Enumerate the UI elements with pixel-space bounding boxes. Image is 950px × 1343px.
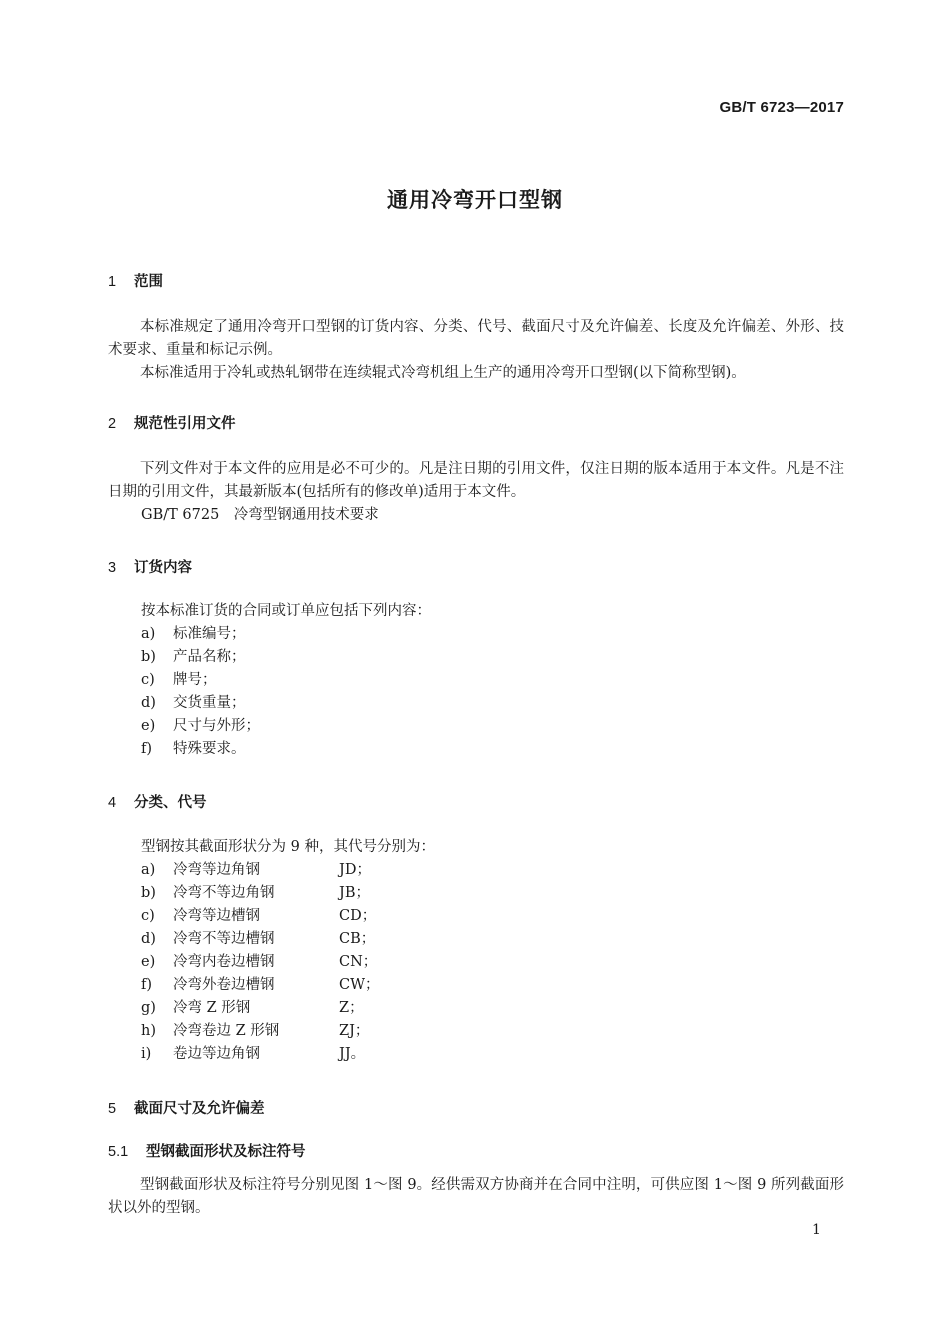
list-item: h) 冷弯卷边 Z 形钢 ZJ； [141, 1023, 370, 1039]
list-item: f) 冷弯外卷边槽钢 CW； [141, 977, 380, 993]
section-2-heading [108, 412, 236, 433]
list-item: f) 特殊要求。 [141, 741, 246, 757]
section-title: 订货内容 [134, 560, 192, 576]
section-5-1-heading [108, 1140, 306, 1161]
list-item: d) 冷弯不等边槽钢 CB； [141, 931, 376, 947]
section-1-paragraph-2: 本标准适用于冷轧或热轧钢带在连续辊式冷弯机组上生产的通用冷弯开口型钢(以下简称型钢)。 [140, 365, 746, 381]
section-number: 1 [108, 274, 117, 290]
list-item: a) 标准编号； [141, 626, 246, 642]
section-1-heading [108, 270, 163, 291]
section-3-heading [108, 556, 192, 577]
classification-list [141, 859, 380, 1066]
list-item: d) 交货重量； [141, 695, 246, 711]
normative-reference: GB/T 6725 冷弯型钢通用技术要求 [141, 507, 379, 523]
list-item: g) 冷弯 Z 形钢 Z； [141, 1000, 364, 1016]
section-4-heading [108, 791, 207, 812]
section-5-heading [108, 1097, 265, 1118]
section-3-intro: 按本标准订货的合同或订单应包括下列内容： [141, 603, 431, 619]
list-item: c) 冷弯等边槽钢 CD； [141, 908, 377, 924]
list-item: a) 冷弯等边角钢 JD； [141, 862, 371, 878]
list-item: i) 卷边等边角钢 JJ。 [141, 1046, 366, 1062]
section-title: 规范性引用文件 [134, 416, 236, 432]
section-number: 4 [108, 795, 117, 811]
section-number: 2 [108, 416, 117, 432]
list-item: e) 冷弯内卷边槽钢 CN； [141, 954, 378, 970]
section-title: 分类、代号 [134, 795, 207, 811]
section-4-intro: 型钢按其截面形状分为 9 种，其代号分别为： [141, 839, 435, 855]
section-1-paragraph-1: 本标准规定了通用冷弯开口型钢的订货内容、分类、代号、截面尺寸及允许偏差、长度及允许偏差、外形、技术要求、重量和标记示例。 [108, 319, 844, 358]
section-title: 型钢截面形状及标注符号 [146, 1144, 306, 1160]
page-number: 1 [812, 1222, 821, 1238]
section-title: 范围 [134, 274, 163, 290]
section-2-paragraph: 下列文件对于本文件的应用是必不可少的。凡是注日期的引用文件，仅注日期的版本适用于本文件。凡是不注日期的引用文件，其最新版本(包括所有的修改单)适用于本文件。 [108, 461, 844, 500]
section-number: 3 [108, 560, 117, 576]
standard-code: GB/T 6723—2017 [719, 99, 844, 116]
section-number: 5.1 [108, 1144, 129, 1160]
page-title: 通用冷弯开口型钢 [387, 188, 563, 212]
section-number: 5 [108, 1101, 117, 1117]
section-title: 截面尺寸及允许偏差 [134, 1101, 265, 1117]
list-item: c) 牌号； [141, 672, 217, 688]
list-item: b) 冷弯不等边角钢 JB； [141, 885, 370, 901]
list-item: e) 尺寸与外形； [141, 718, 260, 734]
order-content-list [141, 623, 260, 761]
list-item: b) 产品名称； [141, 649, 246, 665]
section-5-1-paragraph: 型钢截面形状及标注符号分别见图 1～图 9。经供需双方协商并在合同中注明，可供应图 1～图 9 所列截面形状以外的型钢。 [108, 1177, 844, 1216]
